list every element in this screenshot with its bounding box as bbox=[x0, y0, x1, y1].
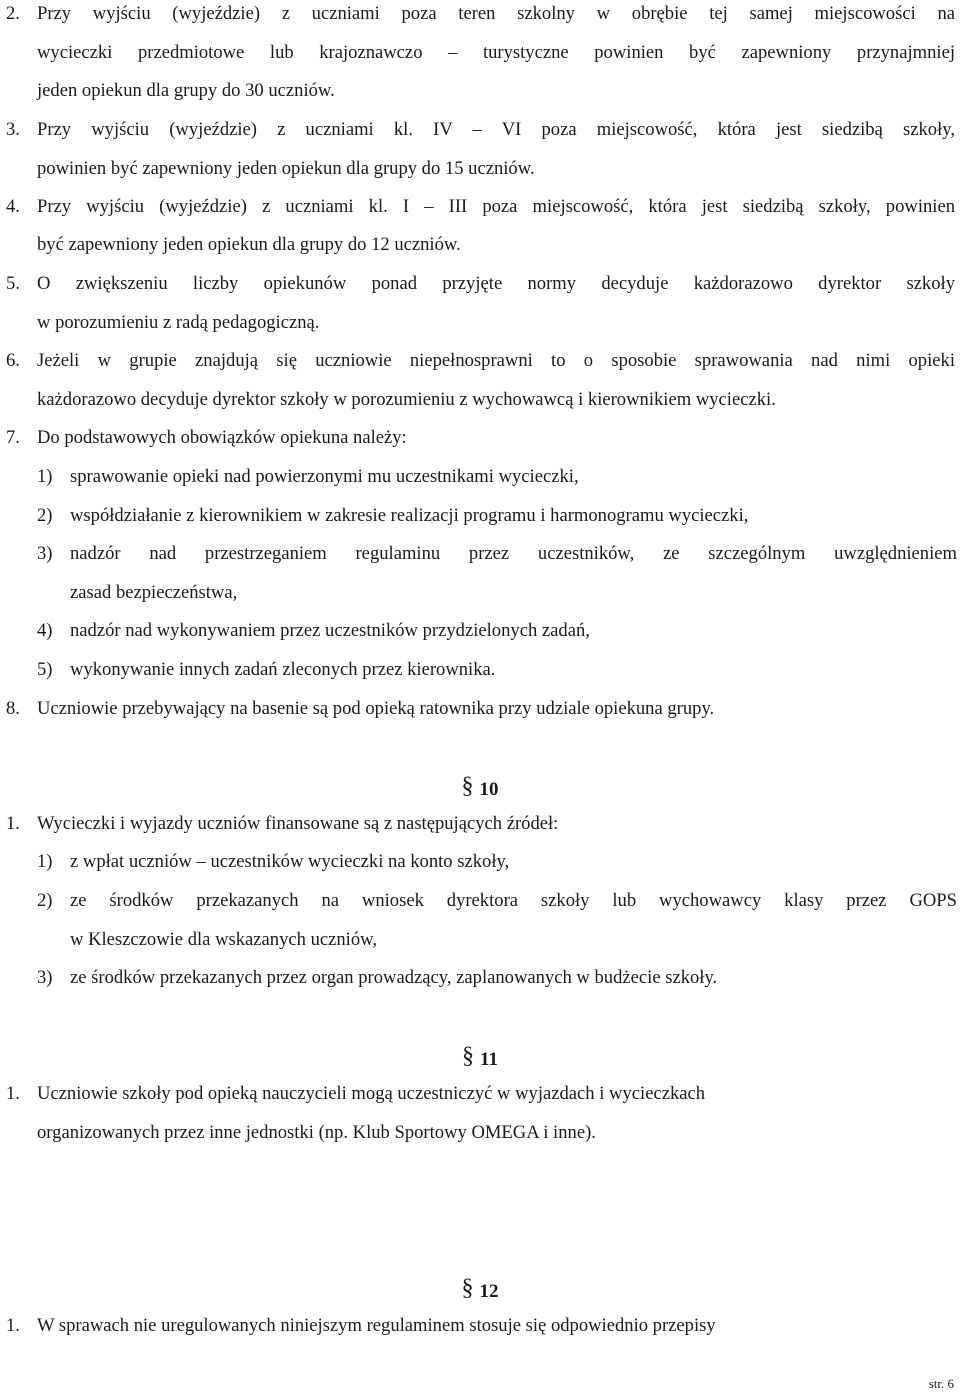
subitem-text-line: ze środków przekazanych na wniosek dyrektora szkoły lub wychowawcy klasy przez GOPS bbox=[70, 890, 957, 911]
subitem-text-line: wykonywanie innych zadań zleconych przez kierownika. bbox=[70, 659, 496, 680]
item-text-line: Uczniowie szkoły pod opieką nauczycieli mogą uczestniczyć w wyjazdach i wycieczkach bbox=[37, 1083, 706, 1104]
section-heading-12 bbox=[0, 1275, 960, 1305]
item-number: 3. bbox=[6, 119, 20, 140]
section-sign: § bbox=[461, 773, 474, 799]
subitem-text-line: sprawowanie opieki nad powierzonymi mu uczestnikami wycieczki, bbox=[70, 466, 579, 487]
item-number: 2. bbox=[6, 3, 20, 24]
page-number: str. 6 bbox=[928, 1376, 954, 1391]
item-text-line: powinien być zapewniony jeden opiekun dla grupy do 15 uczniów. bbox=[37, 158, 535, 179]
section-number: 12 bbox=[479, 1281, 499, 1302]
item-text-line: organizowanych przez inne jednostki (np. Klub Sportowy OMEGA i inne). bbox=[37, 1122, 596, 1143]
subitem-text-line: nadzór nad przestrzeganiem regulaminu przez uczestników, ze szczególnym uwzględnieniem bbox=[70, 543, 957, 564]
subitem-text-line: współdziałanie z kierownikiem w zakresie realizacji programu i harmonogramu wycieczki, bbox=[70, 505, 749, 526]
item-number: 1. bbox=[6, 813, 20, 834]
item-number: 7. bbox=[6, 427, 20, 448]
section-sign: § bbox=[462, 1043, 475, 1069]
subitem-number: 2) bbox=[37, 890, 53, 911]
section-number: 11 bbox=[480, 1049, 498, 1070]
subitem-number: 1) bbox=[37, 466, 53, 487]
subitem-number: 3) bbox=[37, 967, 53, 988]
item-number: 8. bbox=[6, 698, 20, 719]
item-text-line: wycieczki przedmiotowe lub krajoznawczo – turystyczne powinien być zapewniony przynajmniej bbox=[37, 42, 955, 63]
item-text-line: Przy wyjściu (wyjeździe) z uczniami kl. IV – VI poza miejscowość, która jest siedzibą szkoły, bbox=[37, 119, 955, 140]
item-text-line: W sprawach nie uregulowanych niniejszym regulaminem stosuje się odpowiednio przepisy bbox=[37, 1315, 716, 1336]
subitem-number: 5) bbox=[37, 659, 53, 680]
section-sign: § bbox=[461, 1275, 474, 1301]
item-text-line: Uczniowie przebywający na basenie są pod opieką ratownika przy udziale opiekuna grupy. bbox=[37, 698, 715, 719]
section-heading-11 bbox=[0, 1043, 960, 1073]
subitem-text-line: zasad bezpieczeństwa, bbox=[70, 582, 238, 603]
subitem-text-line: nadzór nad wykonywaniem przez uczestników przydzielonych zadań, bbox=[70, 620, 590, 641]
item-text-line: każdorazowo decyduje dyrektor szkoły w porozumieniu z wychowawcą i kierownikiem wycieczki. bbox=[37, 389, 776, 410]
item-text-line: być zapewniony jeden opiekun dla grupy do 12 uczniów. bbox=[37, 234, 461, 255]
item-text-line: Do podstawowych obowiązków opiekuna należy: bbox=[37, 427, 407, 448]
subitem-text-line: z wpłat uczniów – uczestników wycieczki na konto szkoły, bbox=[70, 851, 510, 872]
subitem-number: 1) bbox=[37, 851, 53, 872]
item-number: 4. bbox=[6, 196, 20, 217]
item-text-line: w porozumieniu z radą pedagogiczną. bbox=[37, 312, 320, 333]
item-number: 1. bbox=[6, 1315, 20, 1336]
section-heading-10 bbox=[0, 773, 960, 803]
item-text-line: Przy wyjściu (wyjeździe) z uczniami kl. I – III poza miejscowość, która jest siedzibą szkoły, powinien bbox=[37, 196, 955, 217]
subitem-text-line: ze środków przekazanych przez organ prowadzący, zaplanowanych w budżecie szkoły. bbox=[70, 967, 718, 988]
section-number: 10 bbox=[479, 779, 499, 800]
item-number: 1. bbox=[6, 1083, 20, 1104]
subitem-number: 2) bbox=[37, 505, 53, 526]
subitem-number: 3) bbox=[37, 543, 53, 564]
subitem-text-line: w Kleszczowie dla wskazanych uczniów, bbox=[70, 929, 378, 950]
subitem-number: 4) bbox=[37, 620, 53, 641]
item-text-line: O zwiększeniu liczby opiekunów ponad przyjęte normy decyduje każdorazowo dyrektor szkoły bbox=[37, 273, 955, 294]
item-text-line: Jeżeli w grupie znajdują się uczniowie niepełnosprawni to o sposobie sprawowania nad nimi opieki bbox=[37, 350, 955, 371]
item-number: 6. bbox=[6, 350, 20, 371]
item-number: 5. bbox=[6, 273, 20, 294]
item-text-line: Wycieczki i wyjazdy uczniów finansowane są z następujących źródeł: bbox=[37, 813, 559, 834]
item-text-line: Przy wyjściu (wyjeździe) z uczniami poza teren szkolny w obrębie tej samej miejscowości na bbox=[37, 3, 955, 24]
item-text-line: jeden opiekun dla grupy do 30 uczniów. bbox=[37, 80, 335, 101]
